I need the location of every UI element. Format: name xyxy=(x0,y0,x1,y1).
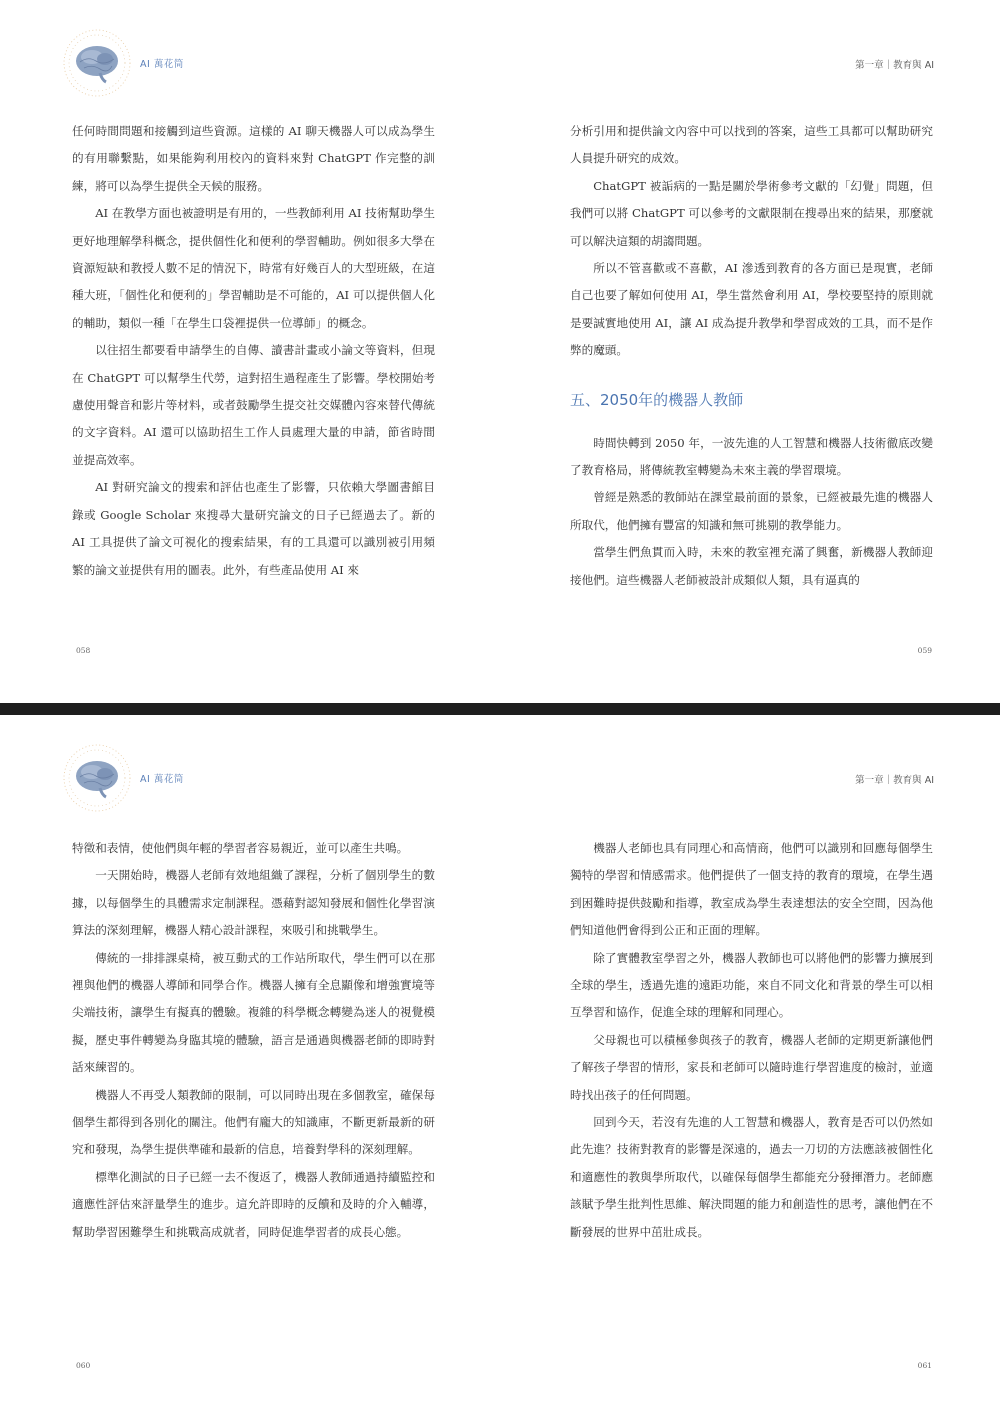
paragraph: 任何時間問題和接觸到這些資源。這樣的 AI 聊天機器人可以成為學生的有用聯繫點，如果能夠利用校內的資料來對 ChatGPT 作完整的訓練，將可以為學生提供全天候的服務。 xyxy=(72,124,435,193)
paragraph: 曾經是熟悉的教師站在課堂最前面的景象，已經被最先進的機器人所取代，他們擁有豐富的知識和無可挑剔的教學能力。 xyxy=(570,490,933,532)
page-number: 059 xyxy=(917,646,932,655)
paragraph: 特徵和表情，使他們與年輕的學習者容易親近，並可以產生共鳴。 xyxy=(72,841,409,855)
right-page-text xyxy=(570,118,933,594)
paragraph: 一天開始時，機器人老師有效地組織了課程，分析了個別學生的數據，以每個學生的具體需求定制課程。憑藉對認知發展和個性化學習演算法的深刻理解，機器人精心設計課程，來吸引和挑戰學生。 xyxy=(72,868,435,938)
paragraph: AI 在教學方面也被證明是有用的，一些教師利用 AI 技術幫助學生更好地理解學科概念，提供個性化和便利的學習輔助。例如很多大學在資源短缺和教授人數不足的情況下，時常有好幾百人的大型班級，在這種大班，「個性化和便利的」學習輔助是不可能的，AI 可以提供個人化的輔助，類似一種「在學生口袋裡提供一位導師」的概念。 xyxy=(72,206,435,330)
paragraph: 當學生們魚貫而入時，未來的教室裡充滿了興奮，新機器人教師迎接他們。這些機器人老師被設計成類似人類，具有逼真的 xyxy=(570,545,933,587)
page-number: 058 xyxy=(76,646,91,655)
paragraph: 父母親也可以積極參與孩子的教育，機器人老師的定期更新讓他們了解孩子學習的情形，家長和老師可以隨時進行學習進度的檢討，並適時找出孩子的任何問題。 xyxy=(570,1032,933,1102)
page-number: 061 xyxy=(917,1361,932,1370)
left-page-text xyxy=(72,835,435,1246)
left-page-text xyxy=(72,118,435,584)
paragraph: ChatGPT 被詬病的一點是關於學術參考文獻的「幻覺」問題，但我們可以將 ChatGPT 可以參考的文獻限制在搜尋出來的結果，那麼就可以解決這類的胡謅問題。 xyxy=(570,178,933,248)
paragraph: 分析引用和提供論文內容中可以找到的答案，這些工具都可以幫助研究人員提升研究的成效。 xyxy=(570,124,933,166)
spread-divider xyxy=(0,703,1000,715)
paragraph: 傳統的一排排課桌椅，被互動式的工作站所取代，學生們可以在那裡與他們的機器人導師和同學合作。機器人擁有全息顯像和增強實境等尖端技術，讓學生有擬真的體驗。複雜的科學概念轉變為迷人的視覺模擬，歷史事件轉變為身臨其境的體驗，語言是通過與機器老師的即時對話來練習的。 xyxy=(72,950,435,1075)
brain-logo-icon xyxy=(62,28,132,98)
book-brand: AI 萬花筒 xyxy=(140,774,184,785)
right-page-text xyxy=(570,835,933,1246)
paragraph: 時間快轉到 2050 年，一波先進的人工智慧和機器人技術徹底改變了教育格局，將傳統教室轉變為未來主義的學習環境。 xyxy=(570,435,933,478)
paragraph: AI 對研究論文的搜索和評估也產生了影響，只依賴大學圖書館目錄或 Google Scholar 來搜尋大量研究論文的日子已經過去了。新的 AI 工具提供了論文可視化的搜索結果，有的工具還可以識別被引用頻繁的論文並提供有用的圖表。此外，有些產品使用 AI 來 xyxy=(72,480,435,577)
paragraph: 回到今天，若沒有先進的人工智慧和機器人，教育是否可以仍然如此先進？技術對教育的影響是深遠的，過去一刀切的方法應該被個性化和適應性的教與學所取代，以確保每個學生都能充分發揮潛力。老師應該賦予學生批判性思維、解決問題的能力和創造性的思考，讓他們在不斷發展的世界中茁壯成長。 xyxy=(570,1115,933,1239)
book-spread-2 xyxy=(0,715,1000,1419)
paragraph: 以往招生都要看申請學生的自傳、讀書計畫或小論文等資料，但現在 ChatGPT 可以幫學生代勞，這對招生過程產生了影響。學校開始考慮使用聲音和影片等材料，或者鼓勵學生提交社交媒體內容來替代傳統的文字資料。AI 還可以協助招生工作人員處理大量的申請，節省時間並提高效率。 xyxy=(72,343,435,467)
paragraph: 標準化測試的日子已經一去不復返了，機器人教師通過持續監控和適應性評估來評量學生的進步。這允許即時的反饋和及時的介入輔導，幫助學習困難學生和挑戰高成就者，同時促進學習者的成長心態。 xyxy=(72,1169,435,1239)
paragraph: 所以不管喜歡或不喜歡，AI 滲透到教育的各方面已是現實，老師自己也要了解如何使用 AI，學生當然會利用 AI，學校要堅持的原則就是要誠實地使用 AI，讓 AI 成為提升教學和學習成效的工具，而不是作弊的魔頭。 xyxy=(570,261,933,358)
paragraph: 除了實體教室學習之外，機器人教師也可以將他們的影響力擴展到全球的學生，透過先進的遠距功能，來自不同文化和背景的學生可以相互學習和協作，促進全球的理解和同理心。 xyxy=(570,950,933,1020)
page-number: 060 xyxy=(76,1361,91,1370)
paragraph: 機器人不再受人類教師的限制，可以同時出現在多個教室，確保每個學生都得到各別化的關注。他們有龐大的知識庫，不斷更新最新的研究和發現，為學生提供準確和最新的信息，培養對學科的深刻理解。 xyxy=(72,1087,435,1157)
chapter-title: 第一章｜教育與 AI xyxy=(855,60,934,71)
brain-logo-icon xyxy=(62,743,132,813)
book-spread-1 xyxy=(0,0,1000,703)
chapter-title: 第一章｜教育與 AI xyxy=(855,775,934,786)
paragraph: 機器人老師也具有同理心和高情商，他們可以識別和回應每個學生獨特的學習和情感需求。他們提供了一個支持的教育的環境，在學生遇到困難時提供鼓勵和指導，教室成為學生表達想法的安全空間，因為他們知道他們會得到公正和正面的理解。 xyxy=(570,841,933,938)
book-brand: AI 萬花筒 xyxy=(140,59,184,70)
section-heading: 五、2050年的機器人教師 xyxy=(570,390,744,409)
